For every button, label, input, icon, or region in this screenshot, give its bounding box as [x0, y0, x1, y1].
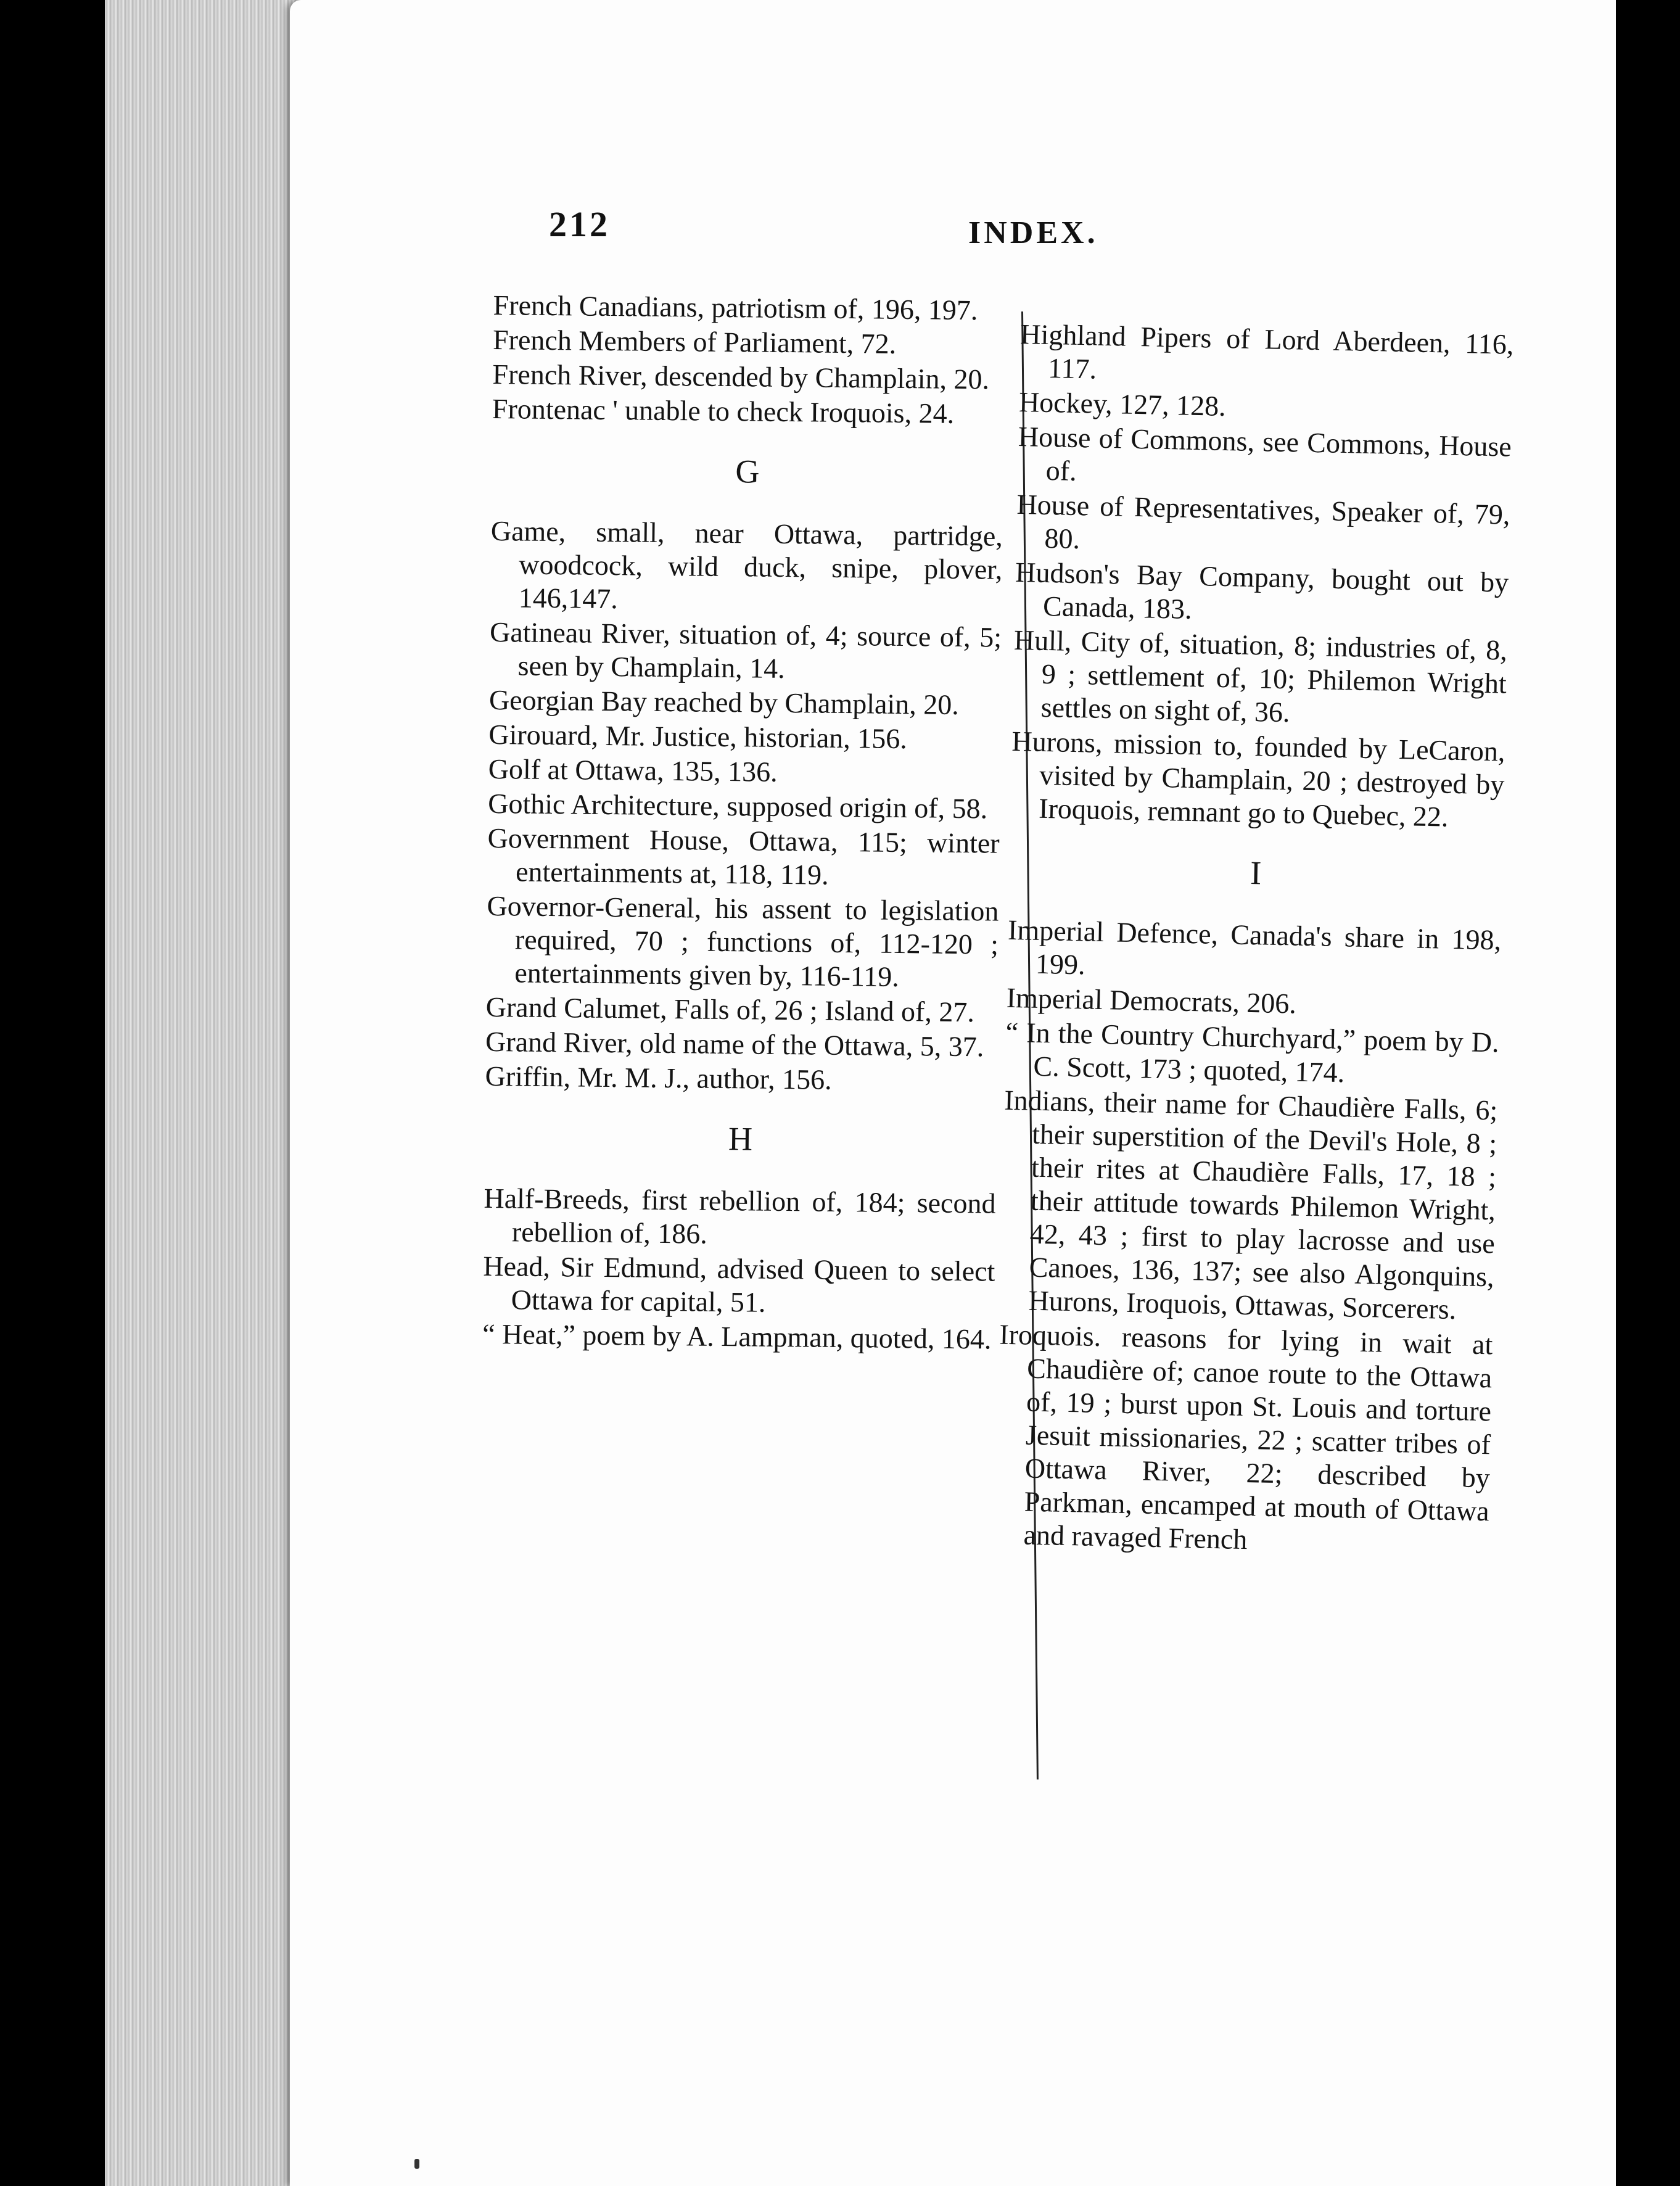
index-entry: House of Representatives, Speaker of, 79, 80. [1016, 488, 1511, 555]
section-letter-h: H [728, 1120, 753, 1158]
page-title: INDEX. [968, 215, 1098, 250]
scan-speck [414, 2159, 419, 2169]
index-entry: Frontenac ' unable to check Iroquois, 24. [492, 392, 955, 429]
index-entry: Government House, Ottawa, 115; winter entertainments at, 118, 119. [487, 822, 1000, 891]
index-entry: Gothic Architecture, supposed origin of, 58. [487, 787, 988, 825]
index-entry: Hudson's Bay Company, bought out by Canada, 183. [1015, 556, 1509, 625]
index-entry: Imperial Democrats, 206. [1006, 981, 1297, 1020]
index-entry: Indians, their name for Chaudière Falls, 6; their superstition of the Devil's Hole, 8 ; their rites at Chaudière Falls, 17, 18 ; their attitude towards Philemon Wright, 42, 43 ; first to play lacrosse and use Canoes, 136, 137; see also Algonquins, Hurons, Iroquois, Ottawas, Sorcerers. [1003, 1084, 1498, 1326]
index-entry: Head, Sir Edmund, advised Queen to select Ottawa for capital, 51. [483, 1250, 995, 1318]
index-entry: Game, small, near Ottawa, partridge, woodcock, wild duck, snipe, plover, 146,147. [490, 514, 1003, 615]
index-entry: Highland Pipers of Lord Aberdeen, 116, 117. [1019, 318, 1514, 385]
book-page-edges [105, 0, 308, 2186]
index-entry: Grand River, old name of the Ottawa, 5, 37. [485, 1025, 984, 1063]
index-entry: Golf at Ottawa, 135, 136. [488, 753, 778, 788]
index-entry: French Canadians, patriotism of, 196, 197. [493, 289, 978, 326]
section-letter-g: G [735, 453, 760, 490]
index-entry: Imperial Defence, Canada's share in 198, 199. [1007, 914, 1502, 981]
index-entry: Half-Breeds, first rebellion of, 184; second rebellion of, 186. [484, 1182, 996, 1250]
index-entry: Hull, City of, situation, 8; industries of, 8, 9 ; settlement of, 10; Philemon Wright settles on sight of, 36. [1013, 624, 1508, 728]
index-entry: Griffin, Mr. M. J., author, 156. [485, 1060, 832, 1095]
index-column-right [995, 318, 1514, 1561]
index-entry: House of Commons, see Commons, House of. [1018, 420, 1512, 487]
running-head [549, 204, 1505, 265]
page-number: 212 [549, 204, 610, 244]
index-entry: Georgian Bay reached by Champlain, 20. [488, 683, 960, 720]
index-entry: Gatineau River, situation of, 4; source of, 5; seen by Champlain, 14. [489, 616, 1002, 684]
index-entry: Girouard, Mr. Justice, historian, 156. [488, 718, 908, 755]
section-letter-i: I [1250, 854, 1262, 892]
index-entry: French Members of Parliament, 72. [492, 323, 897, 360]
scan-margin [1616, 0, 1680, 2186]
index-entry: Grand Calumet, Falls of, 26 ; Island of, 27. [485, 991, 975, 1028]
index-entry: Hurons, mission to, founded by LeCaron, visited by Champlain, 20 ; destroyed by Iroquois, remnant go to Quebec, 22. [1011, 725, 1505, 833]
index-entry: Governor-General, his assent to legislation required, 70 ; functions of, 112-120 ; entertainments given by, 116-119. [487, 889, 999, 992]
index-column-left [482, 289, 1005, 1356]
index-entry: “ Heat,” poem by A. Lampman, quoted, 164. [482, 1318, 992, 1355]
index-entry: Iroquois. reasons for lying in wait at Chaudière of; canoe route to the Ottawa of, 19 ; burst upon St. Louis and torture Jesuit missionaries, 22 ; scatter tribes of Ottawa River, 22; described by Parkman, encamped at mouth of Ottawa and ravaged French [999, 1318, 1493, 1556]
index-entry: French River, descended by Champlain, 20. [492, 358, 990, 395]
index-entry: “ In the Country Churchyard,” poem by D. C. Scott, 173 ; quoted, 174. [1005, 1016, 1500, 1089]
index-entry: Hockey, 127, 128. [1018, 386, 1227, 422]
